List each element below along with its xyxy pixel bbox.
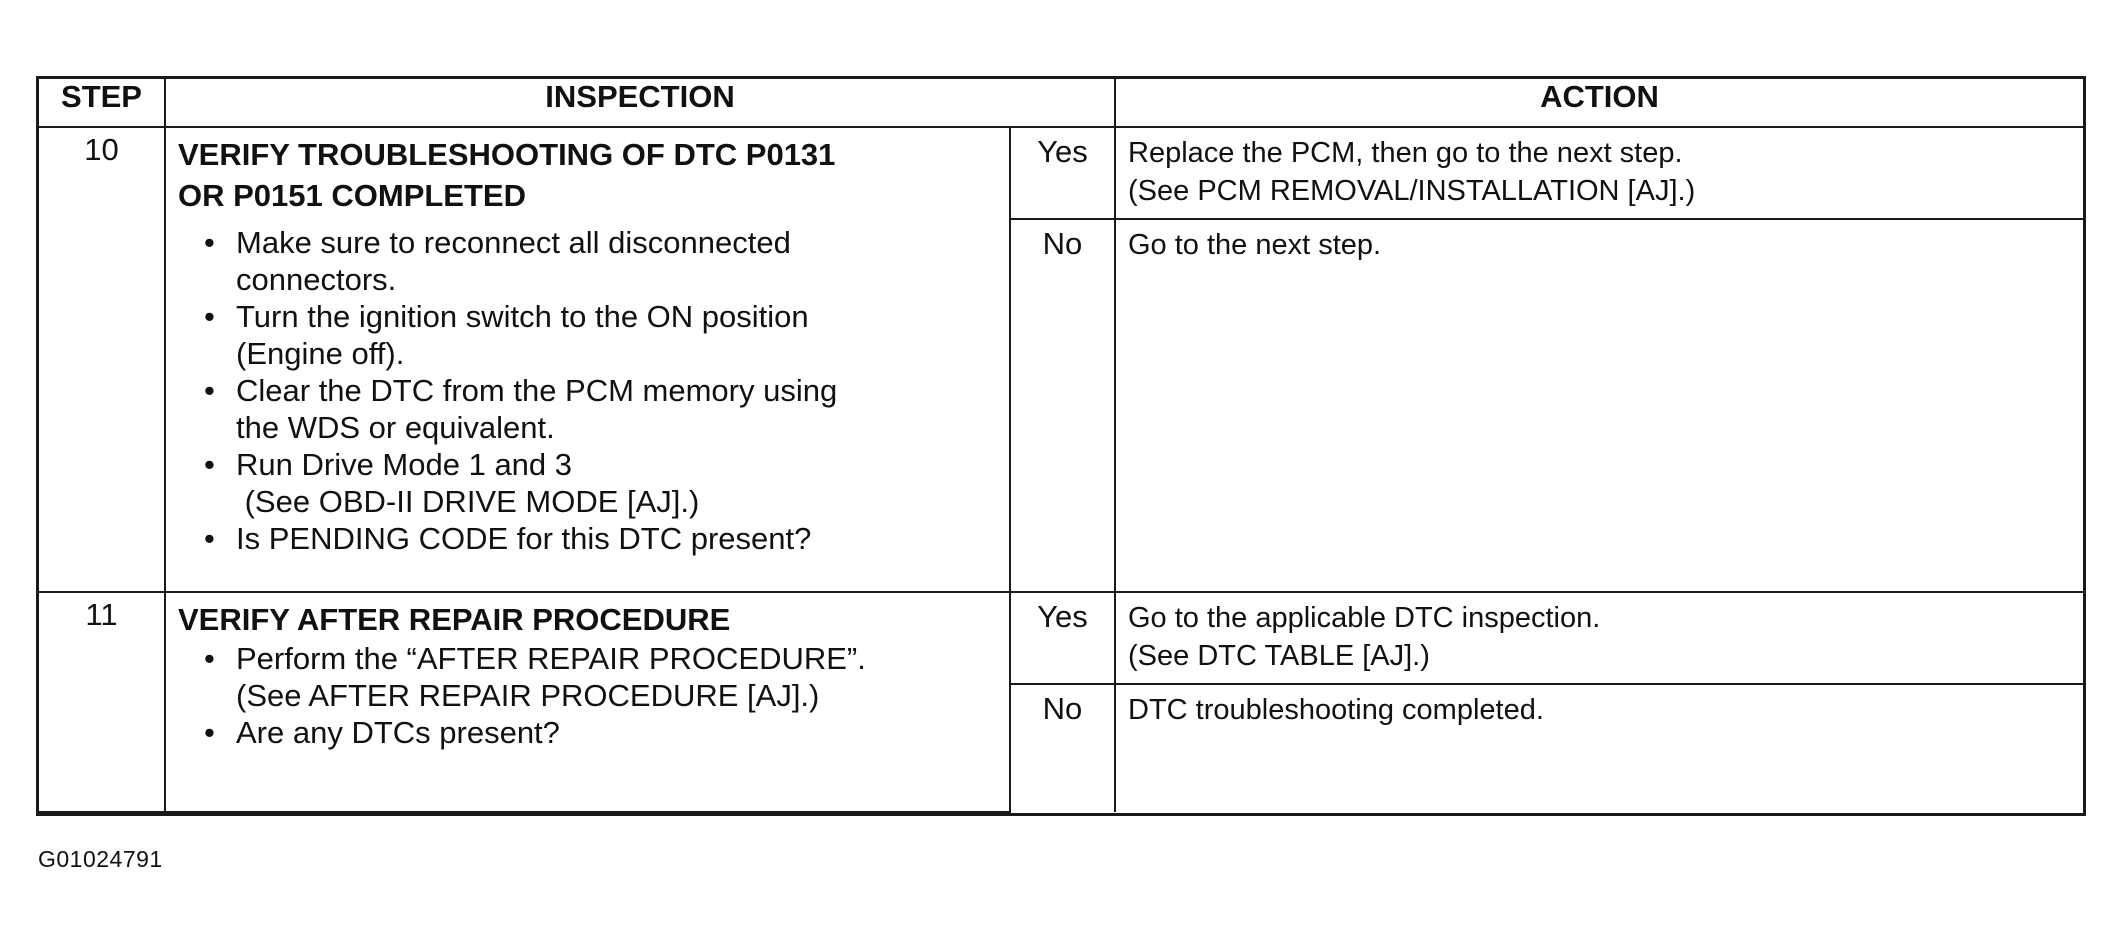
- bullet-icon: •: [204, 715, 215, 750]
- inspection-title-line: VERIFY TROUBLESHOOTING OF DTC P0131: [178, 137, 836, 172]
- action-text: Go to the applicable DTC inspection.: [1128, 602, 1601, 634]
- inspection-title: [178, 599, 997, 640]
- no-action: Go to the next step.: [1115, 219, 2083, 592]
- bullet-icon: •: [204, 521, 215, 556]
- bullet-icon: •: [204, 447, 215, 482]
- no-label: No: [1010, 684, 1115, 812]
- header-row: [39, 79, 2083, 127]
- step-number: 11: [39, 592, 165, 812]
- inspection-cell-step-10: [165, 127, 1010, 592]
- inspection-bullet: [178, 714, 997, 751]
- step-number: 10: [39, 127, 165, 592]
- yes-label: Yes: [1010, 127, 1115, 219]
- bullet-text: Perform the “AFTER REPAIR PROCEDURE”.: [236, 641, 866, 676]
- step-10-yes-row: [39, 127, 2083, 219]
- inspection-bullet-list: [178, 224, 997, 557]
- action-text: (See PCM REMOVAL/INSTALLATION [AJ].): [1128, 175, 1696, 207]
- bullet-icon: •: [204, 225, 215, 260]
- yes-action: [1115, 592, 2083, 684]
- inspection-bullet: [178, 298, 997, 372]
- bullet-text: Are any DTCs present?: [236, 715, 560, 750]
- no-action: DTC troubleshooting completed.: [1115, 684, 2083, 812]
- bullet-text: Clear the DTC from the PCM memory using: [236, 373, 838, 408]
- inspection-title: [178, 134, 997, 216]
- action-column-header: ACTION: [1115, 79, 2083, 127]
- inspection-title-line: VERIFY AFTER REPAIR PROCEDURE: [178, 602, 731, 637]
- action-text: Replace the PCM, then go to the next step.: [1128, 137, 1683, 169]
- bullet-text: Make sure to reconnect all disconnected: [236, 225, 791, 260]
- inspection-bullet: [178, 640, 997, 714]
- inspection-bullet: [178, 446, 997, 520]
- bullet-text: (Engine off).: [236, 336, 405, 371]
- bullet-icon: •: [204, 299, 215, 334]
- diagnostic-procedure-table: [39, 79, 2083, 813]
- inspection-bullet: [178, 372, 997, 446]
- figure-id: G01024791: [38, 846, 163, 872]
- diagnostic-procedure-sheet: [36, 76, 2086, 816]
- bullet-text: Turn the ignition switch to the ON position: [236, 299, 809, 334]
- bullet-text: (See AFTER REPAIR PROCEDURE [AJ].): [236, 678, 820, 713]
- action-text: (See DTC TABLE [AJ].): [1128, 640, 1430, 672]
- bullet-text: (See OBD-II DRIVE MODE [AJ].): [236, 484, 700, 519]
- step-column-header: STEP: [39, 79, 165, 127]
- bullet-text: Is PENDING CODE for this DTC present?: [236, 521, 812, 556]
- inspection-bullet: [178, 520, 997, 557]
- yes-label: Yes: [1010, 592, 1115, 684]
- inspection-bullet-list: [178, 640, 997, 751]
- bullet-text: connectors.: [236, 262, 397, 297]
- yes-action: [1115, 127, 2083, 219]
- step-11-yes-row: [39, 592, 2083, 684]
- inspection-cell-step-11: [165, 592, 1010, 812]
- inspection-bullet: [178, 224, 997, 298]
- inspection-column-header: INSPECTION: [165, 79, 1115, 127]
- bullet-text: the WDS or equivalent.: [236, 410, 555, 445]
- bullet-text: Run Drive Mode 1 and 3: [236, 447, 573, 482]
- bullet-icon: •: [204, 641, 215, 676]
- bullet-icon: •: [204, 373, 215, 408]
- no-label: No: [1010, 219, 1115, 592]
- inspection-title-line: OR P0151 COMPLETED: [178, 178, 526, 213]
